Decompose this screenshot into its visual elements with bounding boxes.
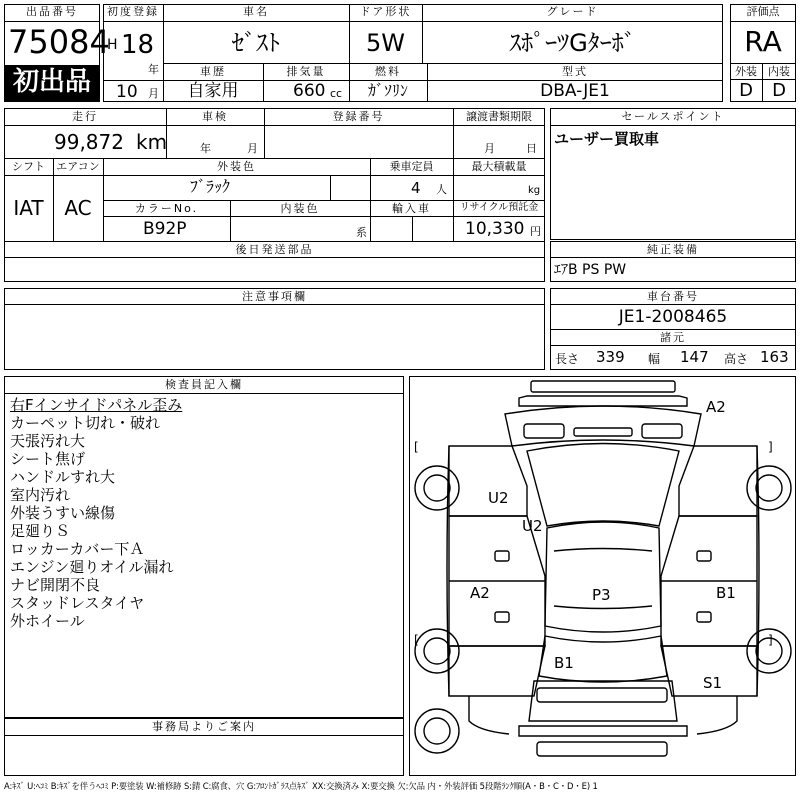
shift-label: シフト <box>12 160 45 173</box>
transfer-month-unit: 月 <box>484 142 495 155</box>
displacement: 660 <box>293 81 326 101</box>
interior-score: D <box>772 80 786 101</box>
max-load-label: 最大積載量 <box>471 160 527 173</box>
first-reg-era: H <box>107 37 118 53</box>
import-label: 輸入車 <box>392 202 431 215</box>
recycle-unit: 円 <box>530 225 541 238</box>
score: RA <box>744 25 782 58</box>
note-item: カーペット切れ・破れ <box>10 414 161 432</box>
damage-mark: S1 <box>703 674 723 692</box>
exterior-score: D <box>739 80 753 101</box>
first-reg-label: 初度登録 <box>107 5 159 18</box>
note-item: 室内汚れ <box>10 486 71 504</box>
score-label: 評価点 <box>746 5 780 18</box>
color-no: B92P <box>143 219 187 239</box>
note-item: ハンドルすれ大 <box>10 468 116 486</box>
capacity-label: 乗車定員 <box>389 160 434 173</box>
exterior-score-label: 外装 <box>735 65 757 78</box>
chassis-number: JE1-2008465 <box>618 307 728 327</box>
office-notice-label: 事務局よりご案内 <box>152 720 256 733</box>
first-reg-month-unit: 月 <box>148 87 159 100</box>
equipment: ｴｱB PS PW <box>554 262 627 278</box>
mileage-label: 走行 <box>72 110 98 123</box>
width: 147 <box>680 348 709 366</box>
damage-mark: [ <box>414 440 419 454</box>
selling-point-box <box>550 108 796 240</box>
caution-label: 注意事項欄 <box>242 290 307 303</box>
transfer-day-unit: 日 <box>526 142 537 155</box>
exterior-color: ﾌﾞﾗｯｸ <box>190 177 231 196</box>
inspection-label: 車検 <box>202 110 228 123</box>
damage-mark: A2 <box>470 584 490 602</box>
color-no-label: カラーNo. <box>134 202 199 215</box>
capacity: 4 <box>411 179 421 197</box>
recycle-label: リサイクル預託金 <box>459 202 539 213</box>
chassis-label: 車台番号 <box>647 290 699 303</box>
note-item: 外装うすい線傷 <box>10 504 116 522</box>
fuel: ｶﾞｿﾘﾝ <box>367 81 408 100</box>
inspector-label: 検査員記入欄 <box>165 378 243 391</box>
model-code-label: 型式 <box>562 65 588 78</box>
lot-number: 75084 <box>8 23 110 61</box>
note-item: ロッカーカバー下Ａ <box>10 540 145 558</box>
first-reg-year: 18 <box>121 30 155 60</box>
first-reg-year-unit: 年 <box>148 63 159 76</box>
recycle-fee: 10,330 <box>465 219 525 239</box>
note-item: シート焦げ <box>10 450 86 468</box>
specs-label: 諸元 <box>660 331 686 344</box>
note-item: 右Fインサイドパネル歪み <box>10 396 183 414</box>
damage-mark: A2 <box>706 398 726 416</box>
mileage-unit: km <box>136 130 168 154</box>
model-code: DBA-JE1 <box>540 81 610 101</box>
history: 自家用 <box>187 81 239 101</box>
height: 163 <box>760 348 789 366</box>
aircon-label: エアコン <box>56 160 100 173</box>
note-item: 足廻りＳ <box>10 522 71 540</box>
car-name-label: 車名 <box>243 5 269 18</box>
damage-mark: [ <box>414 633 419 647</box>
equipment-label: 純正装備 <box>647 243 699 256</box>
height-label: 高さ <box>724 352 749 366</box>
max-load-unit: kg <box>528 185 541 196</box>
grade: ｽﾎﾟｰﾂGﾀｰﾎﾞ <box>509 29 636 57</box>
length-label: 長さ <box>555 352 580 366</box>
displacement-label: 排気量 <box>286 65 326 78</box>
interior-color-unit: 系 <box>356 226 367 239</box>
damage-mark: ] <box>768 440 773 454</box>
interior-color-label: 内装色 <box>280 202 320 215</box>
selling-point-label: セールスポイント <box>621 110 725 123</box>
car-name: ｾﾞｽﾄ <box>232 29 280 57</box>
note-item: 天張汚れ大 <box>10 432 86 450</box>
damage-mark: U2 <box>522 517 543 535</box>
damage-mark: B1 <box>716 584 736 602</box>
car-diagram <box>409 376 796 776</box>
note-item: スタッドレスタイヤ <box>10 594 145 612</box>
note-item: ナビ開閉不良 <box>10 576 101 594</box>
selling-point: ユーザー買取車 <box>554 130 660 148</box>
damage-mark: U2 <box>488 489 509 507</box>
legend: A:ｷｽﾞ U:ﾍｺﾐ B:ｷｽﾞを伴うﾍｺﾐ P:要塗装 W:補修跡 S:錆 C:腐食、穴 G:ﾌﾛﾝﾄｶﾞﾗｽ点ｷｽﾞ XX:交換済み X:要交換 欠:欠品 内・外装評価 5段階ﾗﾝｸ順(A・B・C・D・E) 1 <box>4 781 598 791</box>
aircon: AC <box>64 196 92 220</box>
door-label: ドア形状 <box>359 5 412 18</box>
inspector-notes <box>10 396 400 630</box>
mileage: 99,872 <box>54 130 124 154</box>
registration-label: 登録番号 <box>332 110 385 123</box>
exterior-color-label: 外装色 <box>217 160 256 173</box>
note-item: エンジン廻りオイル漏れ <box>10 558 174 576</box>
shift: IAT <box>13 196 44 220</box>
history-label: 車歴 <box>200 65 226 78</box>
first-listing-label: 初出品 <box>12 67 91 97</box>
inspection-year-unit: 年 <box>200 142 211 155</box>
interior-score-label: 内装 <box>768 65 790 78</box>
later-parts-label: 後日発送部品 <box>235 243 314 256</box>
grade-label: グレード <box>546 5 599 18</box>
width-label: 幅 <box>648 352 661 366</box>
fuel-label: 燃料 <box>375 65 401 78</box>
inspection-month-unit: 月 <box>247 142 258 155</box>
damage-mark: P3 <box>592 586 611 604</box>
door-type: 5W <box>366 29 405 57</box>
displacement-unit: cc <box>330 87 343 100</box>
note-item: 外ホイール <box>10 612 85 630</box>
damage-mark: B1 <box>554 654 574 672</box>
length: 339 <box>596 348 625 366</box>
transfer-deadline-label: 譲渡書類期限 <box>466 110 532 123</box>
lot-number-label: 出品番号 <box>26 5 78 18</box>
damage-mark: ] <box>768 633 773 647</box>
capacity-unit: 人 <box>436 183 447 196</box>
first-reg-month: 10 <box>116 82 138 102</box>
